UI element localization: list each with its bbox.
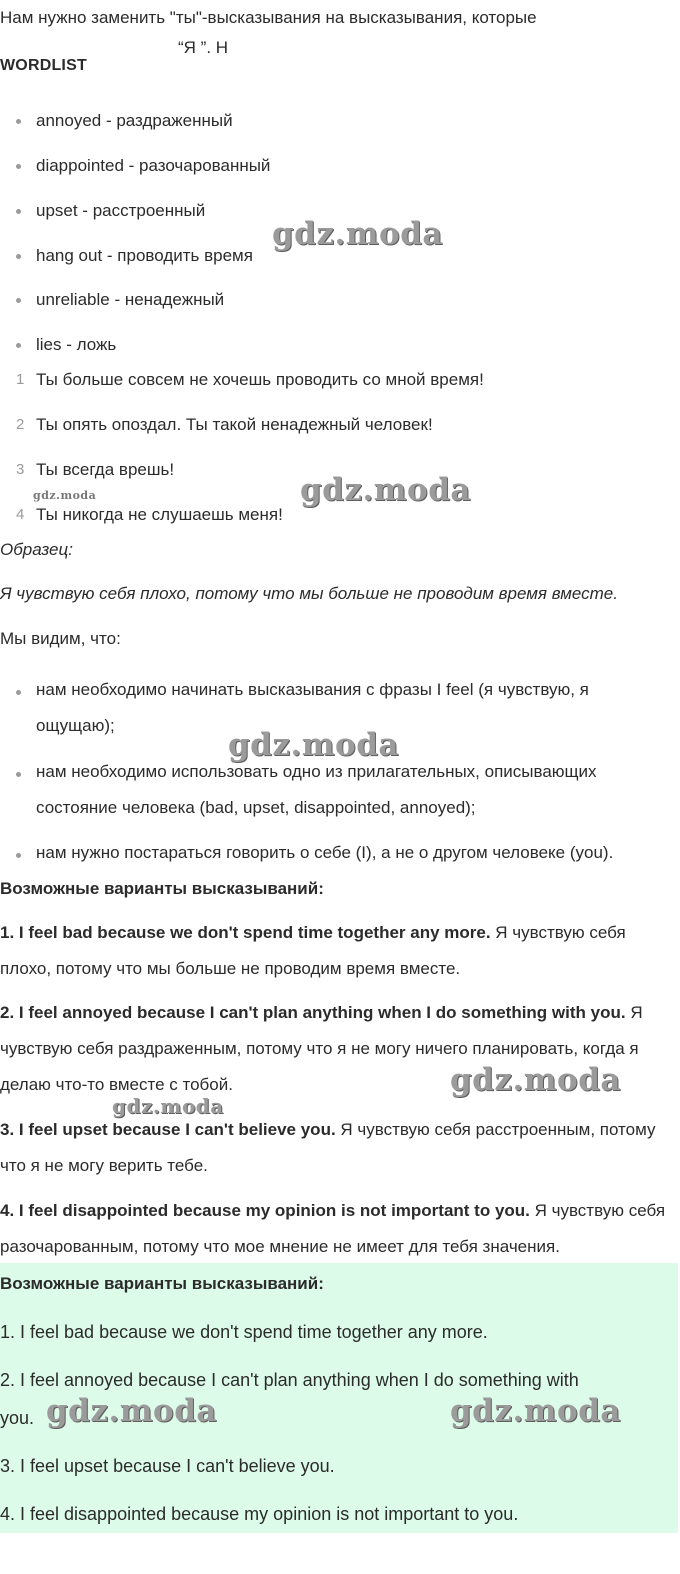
variant-ru: Я чувствую себя расстроенным, потому что я не могу верить тебе.	[0, 1120, 656, 1175]
variant-en: 3. I feel upset because I can't believe you.	[0, 1120, 336, 1139]
intro-text	[0, 6, 680, 57]
item-number: 2	[16, 416, 25, 433]
watermark: gdz.moda	[46, 1393, 217, 1429]
item-number: 4	[16, 506, 25, 523]
variant-item	[0, 915, 678, 987]
watermark: gdz.moda	[450, 1062, 621, 1098]
intro-line-cut: “Я ”. Н	[178, 38, 229, 57]
bullet-dot	[16, 298, 21, 303]
example-label: Образец:	[0, 540, 73, 559]
we-see-text: Мы видим, что:	[0, 629, 121, 648]
watermark: gdz.moda	[228, 727, 399, 763]
sentence-text: Ты опять опоздал. Ты такой ненадежный человек!	[36, 415, 433, 434]
watermark: gdz.moda	[272, 216, 443, 252]
variant-ru: Я чувствую себя раздраженным, потому что я не могу ничего планировать, когда я делаю что-то вместе с тобой.	[0, 1003, 643, 1094]
bullet-dot	[16, 209, 21, 214]
wordlist-item: annoyed - раздраженный	[36, 111, 233, 130]
bullet-dot	[16, 853, 21, 858]
intro-line: Нам нужно заменить "ты"-высказывания на высказывания, которые	[0, 8, 537, 27]
answer-line: 4. I feel disappointed because my opinion is not important to you.	[0, 1504, 519, 1524]
wordlist-title: WORDLIST	[0, 57, 87, 74]
bullet-dot	[16, 343, 21, 348]
bullet-dot	[16, 254, 21, 259]
variant-ru: Я чувствую себя плохо, потому что мы больше не проводим время вместе.	[0, 923, 626, 978]
answer-title: Возможные варианты высказываний:	[0, 1274, 324, 1293]
variant-en: 1. I feel bad because we don't spend time together any more.	[0, 923, 491, 942]
bullet-dot	[16, 772, 21, 777]
variant-ru: Я чувствую себя разочарованным, потому что мое мнение не имеет для тебя значения.	[0, 1201, 666, 1256]
rule-text: нам необходимо использовать одно из прилагательных, описывающих состояние человека (bad, upset, disappointed, annoyed);	[36, 762, 597, 817]
rule-text: нам необходимо начинать высказывания с фразы I feel (я чувствую, я ощущаю);	[36, 680, 589, 735]
wordlist-item: lies - ложь	[36, 335, 117, 354]
watermark: gdz.moda	[300, 472, 471, 508]
item-number: 3	[16, 461, 25, 478]
variant-en: 2. I feel annoyed because I can't plan anything when I do something with you.	[0, 1003, 626, 1022]
sentence-text: Ты всегда врешь!	[36, 460, 175, 479]
wordlist-item: diappointed - разочарованный	[36, 156, 271, 175]
variant-en: 4. I feel disappointed because my opinion is not important to you.	[0, 1201, 530, 1220]
watermark: gdz.moda	[450, 1393, 621, 1429]
item-number: 1	[16, 371, 25, 388]
answer-line: 3. I feel upset because I can't believe you.	[0, 1456, 335, 1476]
variant-item	[0, 1193, 678, 1265]
bullet-dot	[16, 690, 21, 695]
sentence-text: Ты больше совсем не хочешь проводить со мной время!	[36, 370, 484, 389]
answer-line: you.	[0, 1408, 35, 1428]
wordlist-item: unreliable - ненадежный	[36, 290, 225, 309]
watermark: gdz.moda	[112, 1094, 224, 1118]
rule-text: нам нужно постараться говорить о себе (I), а не о другом человеке (you).	[36, 843, 614, 862]
answer-line: 2. I feel annoyed because I can't plan anything when I do something with	[0, 1370, 579, 1390]
sentence-text: Ты никогда не слушаешь меня!	[36, 505, 283, 524]
variant-item	[0, 1112, 678, 1184]
wordlist-item: hang out - проводить время	[36, 246, 253, 265]
variants-title: Возможные варианты высказываний:	[0, 879, 324, 898]
watermark: gdz.moda	[33, 489, 97, 502]
wordlist-item: upset - расстроенный	[36, 201, 206, 220]
bullet-dot	[16, 164, 21, 169]
answer-line: 1. I feel bad because we don't spend time together any more.	[0, 1322, 488, 1342]
bullet-dot	[16, 119, 21, 124]
example-text: Я чувствую себя плохо, потому что мы больше не проводим время вместе.	[0, 584, 618, 603]
